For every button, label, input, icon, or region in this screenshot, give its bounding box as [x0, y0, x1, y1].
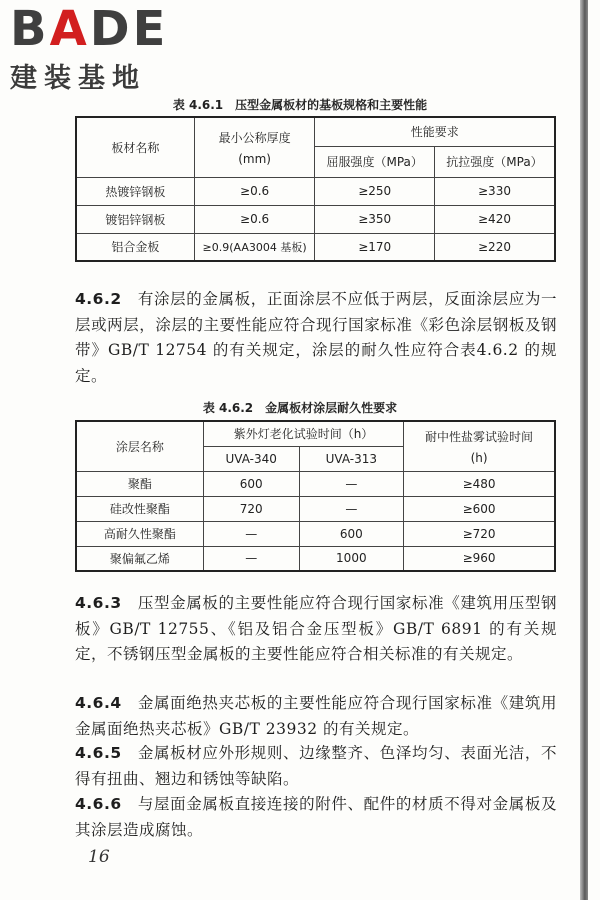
table1-cell-name: 热镀锌钢板	[76, 177, 194, 205]
clause-text: 金属面绝热夹芯板的主要性能应符合现行国家标准《建筑用金属面绝热夹芯板》GB/T 23932 的有关规定。	[75, 694, 557, 738]
clause-text: 与屋面金属板直接连接的附件、配件的材质不得对金属板及其涂层造成腐蚀。	[75, 795, 557, 839]
table1-cell-thickness: ≥0.6	[194, 205, 315, 233]
table2-cell-uva313: 1000	[299, 546, 404, 571]
table-row	[76, 471, 555, 496]
table2-cell-uva313: —	[299, 496, 404, 521]
table1-header-thickness	[194, 117, 315, 177]
clause-text: 压型金属板的主要性能应符合现行国家标准《建筑用压型钢板》GB/T 12755、《铝及铝合金压型板》GB/T 6891 的有关规定，不锈钢压型金属板的主要性能应符合相关标准的有关规定。	[75, 594, 557, 663]
table2-cell-salt: ≥600	[404, 496, 555, 521]
clause-4-6-5	[75, 741, 557, 792]
table2-cell-uva340: —	[203, 546, 299, 571]
table2-cell-salt: ≥720	[404, 521, 555, 546]
table-4-6-1	[75, 116, 556, 262]
table2-cell-uva340: 720	[203, 496, 299, 521]
clause-number: 4.6.3	[75, 594, 122, 612]
table1-header-yield: 屈服强度（MPa）	[315, 146, 435, 177]
clause-4-6-2	[75, 287, 557, 389]
clause-4-6-3	[75, 591, 557, 668]
table1-cell-tensile: ≥330	[434, 177, 555, 205]
clause-number: 4.6.6	[75, 795, 122, 813]
table2-header-uv: 紫外灯老化试验时间（h）	[203, 421, 403, 446]
table2-header-name: 涂层名称	[76, 421, 203, 471]
table-row	[76, 496, 555, 521]
table1-header-tensile: 抗拉强度（MPa）	[434, 146, 555, 177]
table2-cell-uva313: 600	[299, 521, 404, 546]
table1-cell-thickness: ≥0.9(AA3004 基板)	[194, 233, 315, 261]
table1-header-performance: 性能要求	[315, 117, 555, 146]
clause-number: 4.6.5	[75, 744, 122, 762]
table2-header-salt-unit: (h)	[470, 450, 488, 465]
clause-4-6-6	[75, 792, 557, 843]
clause-text: 有涂层的金属板，正面涂层不应低于两层，反面涂层应为一层或两层，涂层的主要性能应符合现行国家标准《彩色涂层钢板及钢带》GB/T 12754 的有关规定，涂层的耐久性应符合表4.6.2 的规定。	[75, 290, 557, 385]
table-row	[76, 205, 555, 233]
table2-cell-uva313: —	[299, 471, 404, 496]
clause-text: 金属板材应外形规则、边缘整齐、色泽均匀、表面光洁，不得有扭曲、翘边和锈蚀等缺陷。	[75, 744, 557, 788]
logo-subtitle: 建装基地	[10, 63, 146, 94]
table-row	[76, 233, 555, 261]
table2-header-salt-label: 耐中性盐雾试验时间	[425, 429, 534, 444]
table2-cell-name: 聚偏氟乙烯	[76, 546, 203, 571]
table2-header-uva313: UVA-313	[299, 446, 404, 471]
table1-cell-tensile: ≥420	[434, 205, 555, 233]
table1-cell-yield: ≥250	[315, 177, 435, 205]
table-row	[76, 521, 555, 546]
table2-cell-salt: ≥960	[404, 546, 555, 571]
table2-cell-name: 高耐久性聚酯	[76, 521, 203, 546]
bade-logo	[10, 1, 169, 95]
table1-header-name: 板材名称	[76, 117, 194, 177]
table1-cell-yield: ≥170	[315, 233, 435, 261]
table1-header-thickness-unit: (mm)	[238, 151, 271, 166]
table2-header-uva340: UVA-340	[203, 446, 299, 471]
table1-cell-name: 铝合金板	[76, 233, 194, 261]
clause-number: 4.6.4	[75, 694, 122, 712]
clause-number: 4.6.2	[75, 290, 122, 308]
table1-header-thickness-label: 最小公称厚度	[218, 130, 291, 145]
table1-cell-yield: ≥350	[315, 205, 435, 233]
table2-cell-name: 聚酯	[76, 471, 203, 496]
table1-cell-name: 镀铝锌钢板	[76, 205, 194, 233]
clause-4-6-4	[75, 691, 557, 742]
table2-cell-name: 硅改性聚酯	[76, 496, 203, 521]
table2-cell-uva340: 600	[203, 471, 299, 496]
table-4-6-2-caption: 表 4.6.2 金属板材涂层耐久性要求	[202, 401, 398, 415]
table1-cell-thickness: ≥0.6	[194, 177, 315, 205]
book-spine-shadow	[580, 0, 588, 900]
page-number: 16	[88, 847, 110, 867]
table-row	[76, 177, 555, 205]
table2-cell-uva340: —	[203, 521, 299, 546]
table-4-6-2	[75, 420, 556, 572]
table2-cell-salt: ≥480	[404, 471, 555, 496]
table-row	[76, 546, 555, 571]
table2-header-salt	[404, 421, 555, 471]
logo-brand: B A DE	[10, 1, 169, 57]
table-4-6-1-caption: 表 4.6.1 压型金属板材的基板规格和主要性能	[172, 98, 428, 112]
table1-cell-tensile: ≥220	[434, 233, 555, 261]
